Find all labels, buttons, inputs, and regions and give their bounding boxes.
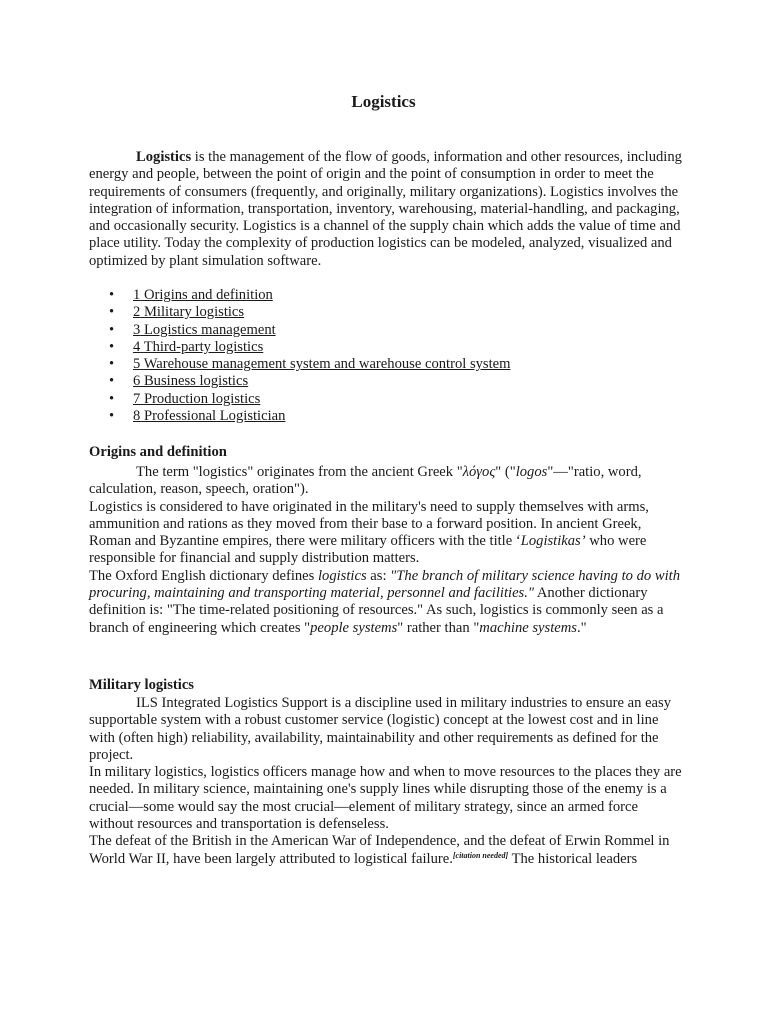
- toc-item: [89, 373, 511, 390]
- intro-term: Logistics: [136, 149, 192, 165]
- bullet-icon: •: [109, 390, 115, 407]
- toc-link-military[interactable]: 2 Military logistics: [133, 304, 245, 321]
- section-heading-origins: Origins and definition: [89, 444, 227, 460]
- toc-link-production[interactable]: 7 Production logistics: [133, 390, 261, 407]
- paragraph: In military logistics, logistics officers manage how and when to move resources to the places they are needed. In military science, maintaining one's supply lines while disrupting those of the enemy is a crucial—some would say the most crucial—element of military strategy, since an armed force without resources and transportation is defenseless.: [89, 764, 682, 833]
- toc-link-third-party[interactable]: 4 Third-party logistics: [133, 338, 264, 355]
- toc-item: [89, 408, 511, 425]
- intro-paragraph: [89, 149, 683, 270]
- toc-link-professional[interactable]: 8 Professional Logistician: [133, 408, 286, 425]
- bullet-icon: •: [109, 287, 115, 303]
- bullet-icon: •: [109, 408, 115, 425]
- paragraph: ILS Integrated Logistics Support is a discipline used in military industries to ensure an easy supportable system with a robust customer service (logistic) concept at the lowest cost and in line with (often high) reliability, availability, maintainability and other requirements as defined for the project.: [89, 695, 672, 763]
- document-title: Logistics: [351, 92, 416, 111]
- bullet-icon: •: [109, 373, 115, 390]
- bullet-icon: •: [109, 321, 115, 338]
- intro-text: is the management of the flow of goods, information and other resources, including energy and people, between the point of origin and the point of consumption in order to meet the requirements of consumers (frequently, and originally, military organizations). Logistics involves the integration of information, transportation, inventory, warehousing, material-handling, and packaging, and occasionally security. Logistics is a channel of the supply chain which adds the value of time and place utility. Today the complexity of production logistics can be modeled, analyzed, visualized and optimized by plant simulation software.: [89, 149, 682, 269]
- toc-link-origins[interactable]: 1 Origins and definition: [133, 287, 273, 303]
- paragraph: The defeat of the British in the American War of Independence, and the defeat of Erwin Rommel in World War II, have been largely attributed to logistical failure.[citation needed] The historical leaders: [89, 833, 670, 867]
- toc-item: [89, 322, 511, 339]
- paragraph: Logistics is considered to have originated in the military's need to supply themselves with arms, ammunition and rations as they moved from their base to a forward position. In ancient Greek, Roman and Byzantine empires, there were military officers with the title ‘Logistikas’ who were responsible for financial and supply distribution matters.: [89, 498, 649, 567]
- paragraph: The Oxford English dictionary defines logistics as: "The branch of military science having to do with procuring, maintaining and transporting material, personnel and facilities." Another dictionary definition is: "The time-related positioning of resources." As such, logistics is commonly seen as a branch of engineering which creates "people systems" rather than "machine systems.": [89, 567, 681, 636]
- section-military: [89, 695, 683, 868]
- bullet-icon: •: [109, 338, 115, 355]
- citation-needed-link[interactable]: [citation needed]: [452, 850, 509, 860]
- toc-item: [89, 339, 511, 356]
- toc-item: [89, 304, 511, 321]
- paragraph: The term "logistics" originates from the ancient Greek "λόγος" ("logos"—"ratio, word, calculation, reason, speech, oration").: [89, 464, 642, 498]
- table-of-contents: [89, 287, 511, 425]
- section-heading-military: Military logistics: [89, 677, 194, 693]
- toc-item: [89, 391, 511, 408]
- bullet-icon: •: [109, 304, 115, 321]
- section-origins: [89, 464, 683, 637]
- toc-item: [89, 287, 511, 304]
- bullet-icon: •: [109, 356, 115, 373]
- toc-link-business[interactable]: 6 Business logistics: [133, 373, 249, 390]
- toc-link-management[interactable]: 3 Logistics management: [133, 321, 276, 338]
- toc-item: [89, 356, 511, 373]
- toc-link-warehouse[interactable]: 5 Warehouse management system and warehouse control system: [133, 356, 511, 373]
